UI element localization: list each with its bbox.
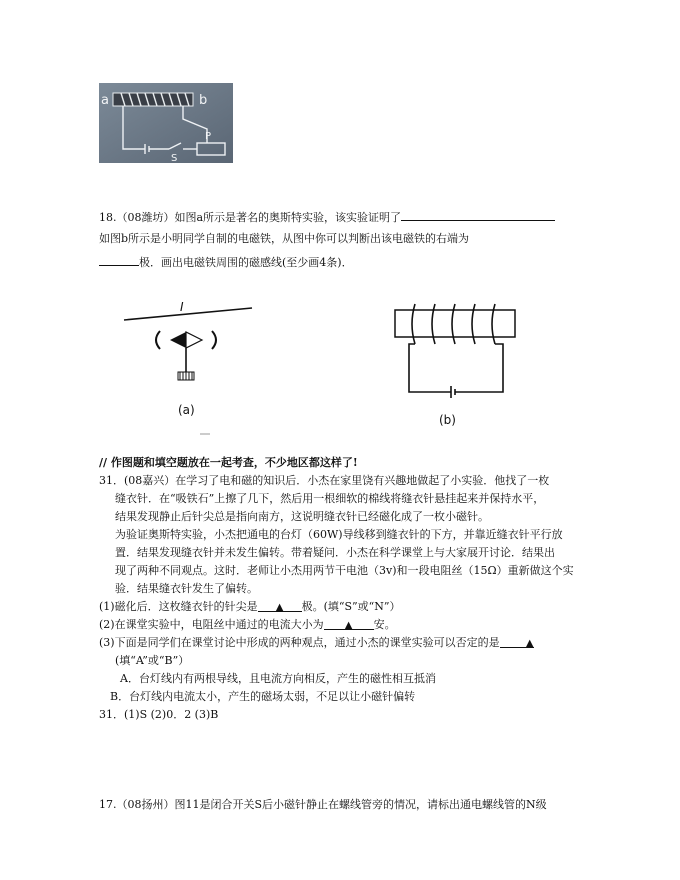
wire-line [124,308,252,320]
q18-blank-2[interactable] [99,254,139,266]
q31-sub2-blank[interactable] [324,618,374,630]
electromagnet-photo [99,83,233,163]
figure-b-caption: (b) [439,413,456,427]
q31-sub2-text: (2)在课堂实验中，电阻丝中通过的电流大小为 [99,618,324,631]
q31-sub2 [99,618,396,632]
q31-sub3 [99,636,534,650]
figure-a-caption: (a) [178,403,195,417]
q31-intro-2: 缝衣针．在“吸铁石”上擦了几下，然后用一根细软的棉线将缝衣针悬挂起来并保持水平， [115,492,545,505]
q31-answer: 31．(1)S (2)0．2 (3)B [99,708,219,721]
q17-line-1: 17.（08扬州）图11是闭合开关S后小磁针静止在螺线管旁的情况，请标出通电螺线管的N级 [99,798,547,811]
q31-sub3-blank[interactable] [500,636,534,648]
q31-intro-1: 31．(08嘉兴）在学习了电和磁的知识后．小杰在家里饶有兴趣地做起了小实验．他找了一枚 [99,474,550,487]
q31-intro-3: 结果发现静止后针尖总是指向南方，这说明缝衣针已经磁化成了一枚小磁针。 [115,510,489,523]
photo-label-s: S [171,153,178,163]
q31-para2-2: 置．结果发现缝衣针并未发生偏转。带着疑问．小杰在科学课堂上与大家展开讨论．结果出 [115,546,555,559]
photo-label-p: P [205,131,212,142]
figure-a-oersted [120,298,260,438]
q31-sub2-tail: 安。 [373,618,396,631]
q18-line-3 [99,254,353,270]
answer-marker: ▲ [344,620,353,631]
q31-option-a: A．台灯线内有两根导线，且电流方向相反，产生的磁性相互抵消 [120,672,436,685]
q31-sub1-blank[interactable] [258,600,302,612]
q31-para2-4: 验．结果缝衣针发生了偏转。 [115,582,258,595]
photo-label-b: b [199,93,208,108]
q31-sub3-fill: (填“A”或“B”） [115,654,190,667]
answer-marker: ▲ [525,638,534,649]
q31-sub3-text: (3)下面是同学们在课堂讨论中形成的两种观点，通过小杰的课堂实验可以否定的是 [99,636,500,649]
exam-note: // 作图题和填空题放在一起考查，不少地区都这样了! [99,456,358,469]
q18-text-1: 18.（08潍坊）如图a所示是著名的奥斯特实验，该实验证明了 [99,211,402,224]
q31-para2-3: 现了两种不同观点。这时．老师让小杰用两节干电池（3v)和一段电阻丝（15Ω）重新做这个实 [115,564,574,577]
q18-blank-1[interactable] [401,209,555,221]
q18-line-2: 如图b所示是小明同学自制的电磁铁，从图中你可以判断出该电磁铁的右端为 [99,232,470,245]
photo-label-a: a [101,93,109,108]
q31-sub1 [99,600,401,614]
q31-sub1-text: (1)磁化后．这枚缝衣针的针尖是 [99,600,258,613]
figure-b-electromagnet [385,300,525,440]
q31-para2-1: 为验证奥斯特实验，小杰把通电的台灯（60W)导线移到缝衣针的下方，并靠近缝衣针平行放 [115,528,563,541]
q31-option-b: B．台灯线内电流太小，产生的磁场太弱，不足以让小磁针偏转 [110,690,416,703]
current-label: I [180,300,184,314]
q31-sub1-tail: 极。(填“S”或“N”） [301,600,401,613]
answer-marker: ▲ [275,602,284,613]
q18-text-3: 极．画出电磁铁周围的磁感线(至少画4条)． [139,256,353,269]
q18-line-1 [99,209,555,225]
